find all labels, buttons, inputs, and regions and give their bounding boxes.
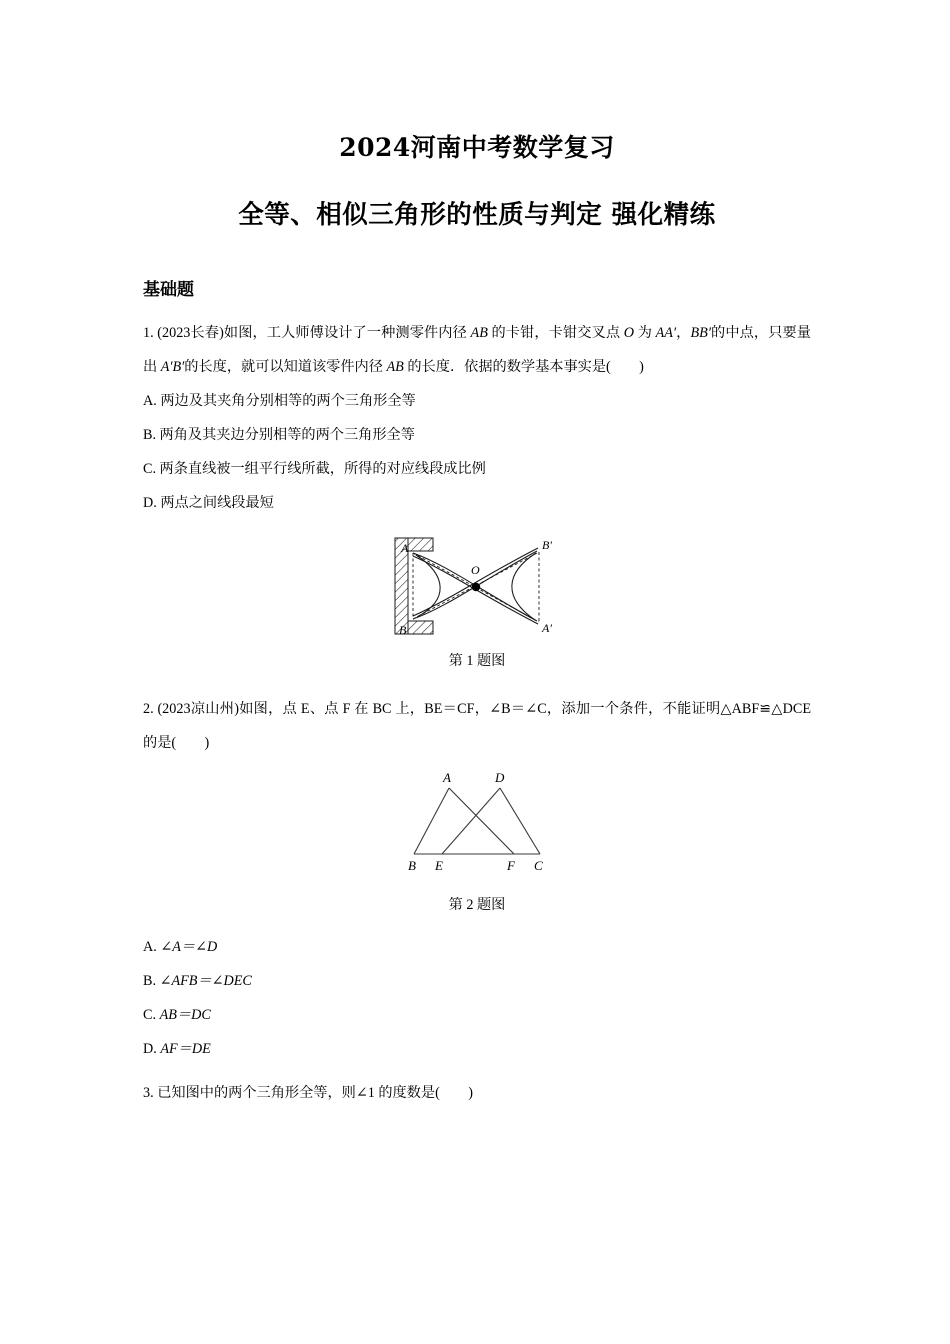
q1-seg-9: BB′ xyxy=(690,325,711,341)
overlapping-triangles-svg xyxy=(387,766,567,878)
question-2-figure xyxy=(143,766,811,878)
q1-seg-5: O xyxy=(620,325,638,341)
question-1-text xyxy=(143,316,811,384)
label-e: E xyxy=(435,858,443,873)
question-2-option-a xyxy=(143,930,811,964)
workpiece-bottom-block xyxy=(408,621,433,634)
q1-seg-13: AB xyxy=(382,359,408,375)
question-1-option-c: C. 两条直线被一组平行线所截，所得的对应线段成比例 xyxy=(143,461,486,477)
q1-seg-1: 长春) xyxy=(190,325,224,341)
workpiece-top-block xyxy=(408,538,433,551)
label-d: D xyxy=(495,770,505,785)
question-2-option-c xyxy=(143,998,811,1032)
q1-seg-14: 的长度．依据的数学基本事实是( ) xyxy=(407,359,644,375)
q1-seg-3: AB xyxy=(466,325,492,341)
q1-seg-10: 的中点，只要量出 xyxy=(143,325,811,375)
question-3-text: 3. 已知图中的两个三角形全等，则∠1 的度数是( ) xyxy=(143,1085,473,1101)
page-content xyxy=(143,0,811,1110)
q1-seg-8: ， xyxy=(676,325,691,341)
q2-opt-d-body: AF＝DE xyxy=(160,1041,211,1057)
q1-seg-4: 的卡钳，卡钳交叉点 xyxy=(491,325,621,341)
question-2-figure-caption: 第 2 题图 xyxy=(448,897,506,913)
label-o: O xyxy=(471,563,480,577)
label-c: C xyxy=(534,858,543,873)
segment-af xyxy=(449,788,514,854)
question-2 xyxy=(143,692,811,1066)
q1-seg-7: AA′ xyxy=(651,325,677,341)
question-1-option-a: A. 两边及其夹角分别相等的两个三角形全等 xyxy=(143,393,416,409)
caliper-diagram-svg xyxy=(387,532,567,640)
question-2-text: 2. (2023凉山州)如图，点 E、点 F 在 BC 上，BE＝CF，∠B＝∠C，添加一个条件，不能证明△ABF≌△DCE 的是( ) xyxy=(143,701,811,751)
question-2-options xyxy=(143,930,811,1066)
q1-seg-12: 的长度，就可以知道该零件内径 xyxy=(184,359,383,375)
page-title-line-2: 全等、相似三角形的性质与判定 强化精练 xyxy=(238,200,716,230)
label-b: B xyxy=(399,623,407,637)
q1-seg-11: A′B′ xyxy=(157,359,185,375)
question-1 xyxy=(143,316,811,676)
caliper-blade-left xyxy=(416,555,440,617)
segment-de xyxy=(442,788,500,854)
pivot-point-o xyxy=(472,583,480,591)
page-title-line-1: 2024河南中考数学复习 xyxy=(339,133,615,162)
q2-opt-c-body: AB＝DC xyxy=(159,1007,211,1023)
label-a: A xyxy=(401,541,409,555)
section-heading: 基础题 xyxy=(143,280,194,300)
question-1-option-d: D. 两点之间线段最短 xyxy=(143,495,274,511)
q2-opt-a-label: A. xyxy=(143,939,157,955)
q2-opt-d-label: D. xyxy=(143,1041,157,1057)
question-1-figure-caption: 第 1 题图 xyxy=(448,653,506,669)
segment-ab xyxy=(414,788,449,854)
question-1-option-b: B. 两角及其夹边分别相等的两个三角形全等 xyxy=(143,427,415,443)
label-a-prime: A′ xyxy=(542,621,552,635)
q2-opt-a-body: ∠A＝∠D xyxy=(160,939,218,955)
q1-seg-2: 如图，工人师傅设计了一种测零件内径 xyxy=(223,325,467,341)
label-a: A xyxy=(443,770,451,785)
q2-opt-c-label: C. xyxy=(143,1007,157,1023)
segment-dc xyxy=(500,788,540,854)
question-1-figure xyxy=(143,532,811,640)
question-2-option-d xyxy=(143,1032,811,1066)
q1-seg-6: 为 xyxy=(637,325,652,341)
question-2-option-b xyxy=(143,964,811,998)
label-f: F xyxy=(507,858,515,873)
label-b-prime: B′ xyxy=(542,538,552,552)
label-b: B xyxy=(408,858,416,873)
q1-seg-0: 1. (2023 xyxy=(143,325,191,341)
q2-opt-b-label: B. xyxy=(143,973,157,989)
q2-opt-b-body: ∠AFB＝∠DEC xyxy=(159,973,252,989)
